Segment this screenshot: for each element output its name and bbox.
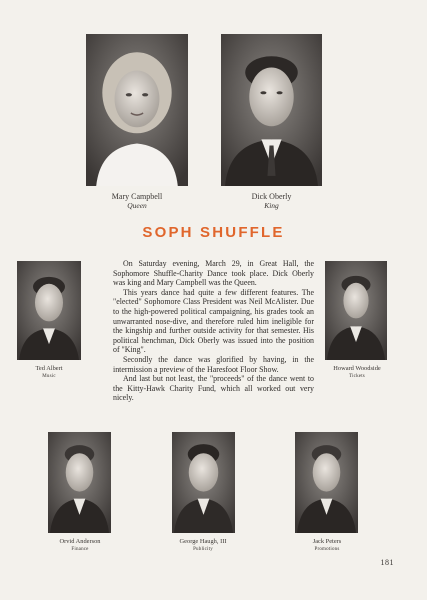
portrait-ted-albert (17, 261, 81, 360)
portrait-orvid-anderson (48, 432, 111, 533)
person-name: George Haugh, III (179, 538, 227, 545)
caption-orvid-anderson (40, 538, 120, 553)
caption-dick-oberly (221, 192, 322, 210)
person-name: Mary Campbell (111, 192, 163, 201)
article-paragraph: And last but not least, the "proceeds" of the dance went to the Kitty-Hawk Charity Fund, which all worked out very nicely. (113, 374, 314, 403)
person-name: Orvid Anderson (59, 538, 101, 545)
caption-ted-albert (10, 365, 88, 380)
person-role: Promotions (314, 546, 340, 552)
article-paragraph: On Saturday evening, March 29, in Great Hall, the Sophomore Shuffle-Charity Dance took place. Dick Oberly was king and Mary Campbell was the Queen. (113, 259, 314, 288)
person-role: Tickets (349, 373, 365, 379)
caption-howard-woodside (318, 365, 396, 380)
portrait-dick-oberly (221, 34, 322, 186)
person-name: Dick Oberly (251, 192, 292, 201)
page-title: SOPH SHUFFLE (142, 224, 285, 241)
person-name: Jack Peters (312, 538, 342, 545)
person-role: King (264, 201, 279, 210)
person-name: Ted Albert (35, 365, 63, 372)
portrait-mary-campbell (86, 34, 188, 186)
caption-jack-peters (287, 538, 367, 553)
person-role: Publicity (193, 546, 213, 552)
page-number: 181 (380, 558, 394, 567)
portrait-howard-woodside (325, 261, 387, 360)
article-paragraph: This years dance had quite a few different features. The "elected" Sophomore Class President was Neil McAlister. Due to the high-powered political campaigning, his grades took an unwarranted nose-dive, and therefore ruled him ineligible for the kingship and further outside activity for that semester. His political henchman, Dick Oberly was issued into the position of "King". (113, 287, 314, 355)
caption-mary-campbell (86, 192, 188, 210)
article-body (113, 259, 314, 403)
person-name: Howard Woodside (333, 365, 381, 372)
person-role: Finance (71, 546, 89, 552)
person-role: Queen (127, 201, 147, 210)
article-paragraph: Secondly the dance was glorified by having, in the intermission a preview of the Haresfoot Floor Show. (113, 354, 314, 374)
portrait-george-haugh (172, 432, 235, 533)
person-role: Music (42, 373, 56, 379)
portrait-jack-peters (295, 432, 358, 533)
caption-george-haugh (163, 538, 243, 553)
